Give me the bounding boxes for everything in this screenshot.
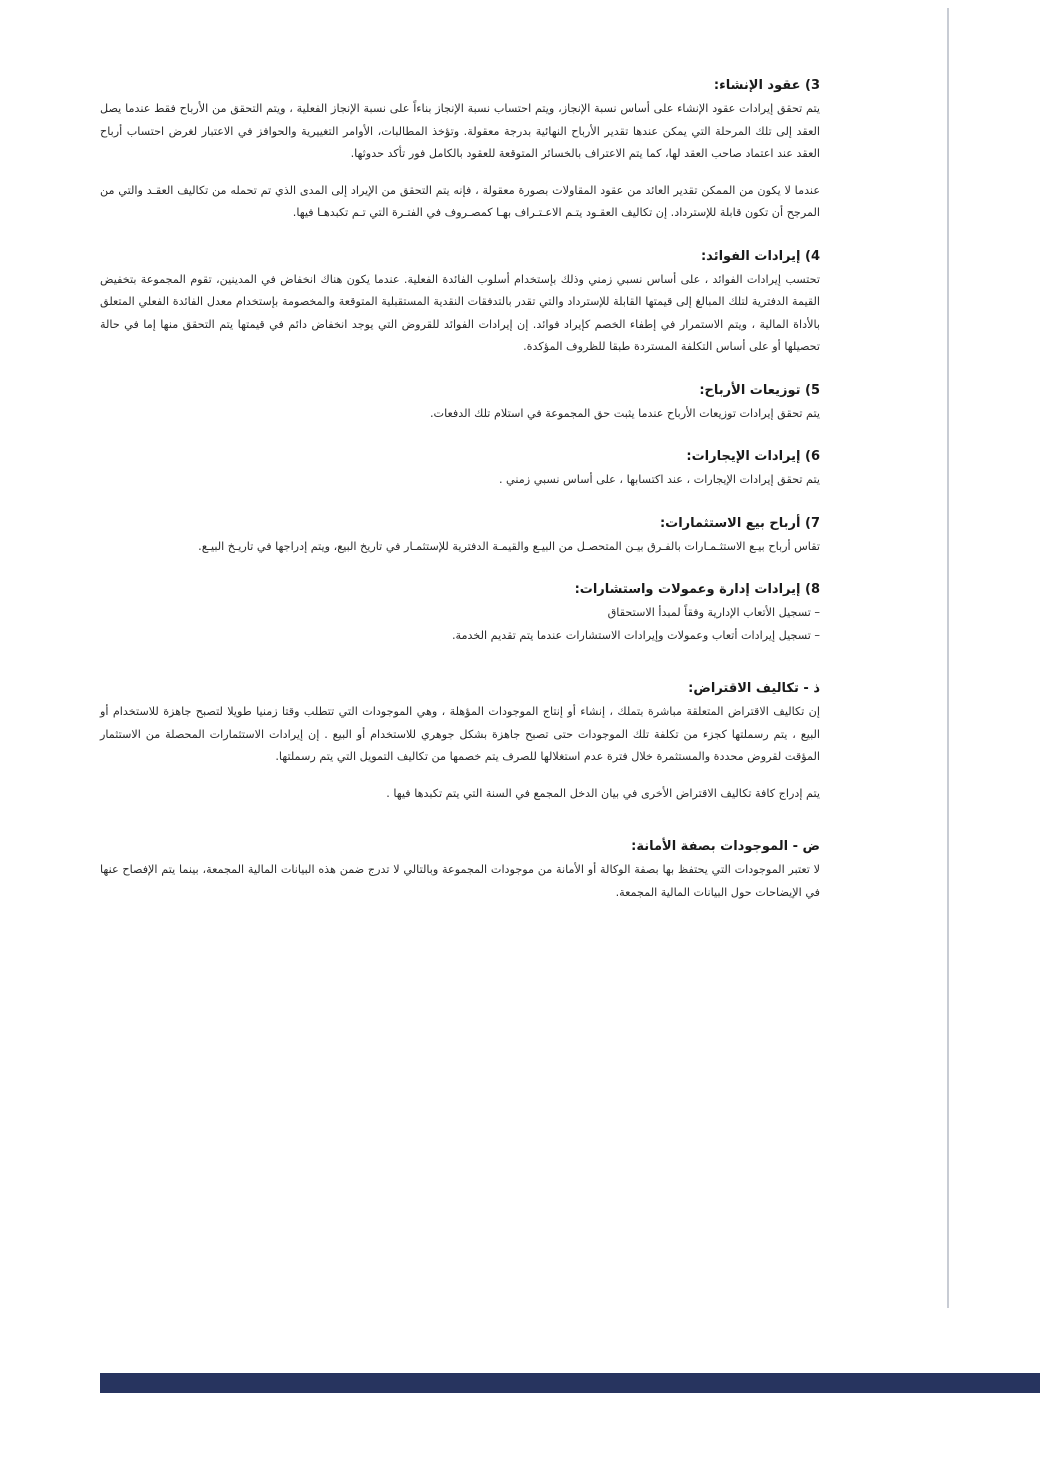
section-construction-contracts: [100, 76, 820, 225]
section-heading: ض - الموجودات بصفة الأمانة:: [631, 839, 820, 854]
side-title-block: [890, 0, 1040, 1000]
section-borrowing-costs: [100, 679, 820, 805]
section-heading: 3) عقود الإنشاء:: [713, 78, 820, 93]
section-fiduciary-assets: [100, 837, 820, 904]
paragraph: لا تعتبر الموجودات التي يحتفظ بها بصفة الوكالة أو الأمانة من موجودات المجموعة وبالتالي لا تدرج ضمن هذه البيانات المالية المجمعة، بينما يتم الإفصاح عنها في الإيضاحات حول البيانات المالية المجمعة.: [100, 863, 820, 899]
paragraph: إن تكاليف الاقتراض المتعلقة مباشرة بتملك ، إنشاء أو إنتاج الموجودات المؤهلة ، وهي الموجودات التي تتطلب وقتا زمنيا طويلا لتصبح جاهزة للاستخدام أو البيع ، يتم رسملتها كجزء من تكلفة تلك الموجودات حتى تصبح جاهزة بشكل جوهري للاستخدام أو البيع . إن إيرادات الاستثمارات المحصلة من الاستثمار المؤقت لقروض محددة والمستثمرة خلال فترة عدم استغلالها للصرف يتم خصمها من تكاليف التمويل التي يتم رسملتها.: [100, 705, 820, 763]
paragraph: تقاس أرباح بيـع الاستثـمـارات بالفـرق بيـن المتحصـل من البيـع والقيمـة الدفترية للإستثمـار في تاريخ البيع، ويتم إدراجها في تاريـخ البيـع.: [198, 539, 820, 553]
section-rental-income: [100, 447, 820, 492]
paragraph: تحتسب إيرادات الفوائد ، على أساس نسبي زمني وذلك بإستخدام أسلوب الفائدة الفعلية. عندما يكون هناك انخفاض في المدينين، تقوم المجموعة بتخفيض القيمة الدفترية لتلك المبالغ إلى قيمتها القابلة للإسترداد والتي تقدر بالتدفقات النقدية المستقبلية المتوقعة والمخصومة بإستخدام معدل الفائدة الفعلي المتعلق بالأداة المالية ، ويتم الاستمرار في إطفاء الخصم كإيراد فوائد. إن إيرادات الفوائد للقروض التي يوجد انخفاض دائم في قيمتها يتم التحقق منها إما في حالة تحصيلها أو على أساس التكلفة المستردة طبقا للظروف المؤكدة.: [100, 272, 820, 353]
paragraph: يتم تحقق إيرادات توزيعات الأرباح عندما يثبت حق المجموعة في استلام تلك الدفعات.: [429, 406, 820, 420]
side-title-svg: [890, 0, 1040, 1000]
bullet-item: – تسجيل الأتعاب الإدارية وفقاً لمبدأ الاستحقاق: [607, 606, 820, 619]
bullet-item: – تسجيل إيرادات أتعاب وعمولات وإيرادات الاستشارات عندما يتم تقديم الخدمة.: [451, 628, 820, 642]
section-management-fees: [100, 580, 820, 647]
paragraph: يتم تحقق إيرادات الإيجارات ، عند اكتسابها ، على أساس نسبي زمني .: [498, 473, 820, 486]
paragraph: يتم تحقق إيرادات عقود الإنشاء على أساس نسبة الإنجاز، ويتم احتساب نسبة الإنجاز بناءاً على نسبة الإنجاز الفعلية ، ويتم التحقق من الأرباح فقط عندما يصل العقد إلى تلك المرحلة التي يمكن عندها تقدير الأرباح النهائية بدرجة معقولة. وتؤخذ المطالبات، الأوامر التغييرية والحوافز في الاعتبار لغرض احتساب أرباح العقد عند اعتماد صاحب العقد لها، كما يتم الاعتراف بالخسائر المتوقعة للعقود بالكامل فور تأكد حدوثها.: [100, 102, 820, 160]
document-body: [100, 76, 820, 926]
section-heading: 5) توزيعات الأرباح:: [699, 382, 820, 398]
section-dividends: [100, 381, 820, 426]
section-heading: 6) إيرادات الإيجارات:: [686, 449, 820, 464]
section-heading: ذ - تكاليف الاقتراض:: [688, 681, 820, 696]
section-investment-gains: [100, 514, 820, 559]
section-interest-income: [100, 247, 820, 359]
footer-bar: [100, 1373, 1040, 1393]
paragraph: عندما لا يكون من الممكن تقدير العائد من عقود المقاولات بصورة معقولة ، فإنه يتم التحقق من الإيراد إلى المدى الذي تم تحمله من تكاليف العقـد والتي من المرجح أن تكون قابلة للإسترداد. إن تكاليف العقـود يتـم الاعـتـراف بهـا كمصـروف في الفتـرة التي تـم تكبدهـا فيها.: [100, 183, 820, 219]
section-heading: 8) إيرادات إدارة وعمولات واستشارات:: [574, 582, 820, 597]
section-heading: 4) إيرادات الفوائد:: [700, 248, 820, 264]
section-heading: 7) أرباح بيع الاستثمارات:: [659, 515, 820, 531]
paragraph: يتم إدراج كافة تكاليف الاقتراض الأخرى في بيان الدخل المجمع في السنة التي يتم تكبدها فيها .: [386, 786, 820, 800]
